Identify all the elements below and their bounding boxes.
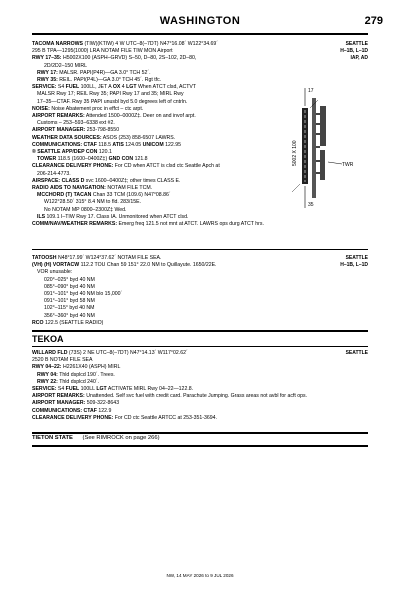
tatoosh-line — [32, 305, 282, 312]
text-run: ILS — [37, 213, 46, 220]
text-run: ® SEATTLE APP/DEP CON — [32, 149, 98, 156]
text-run: 100LL, JET A — [79, 84, 113, 91]
tacoma-line — [32, 55, 282, 62]
tacoma-line — [32, 149, 282, 156]
tatoosh-line — [32, 313, 282, 320]
text-run: UNICOM — [142, 141, 164, 148]
tacoma-line — [32, 70, 282, 77]
text-run: Noise Abatement proc in effct – ctc arpt. — [49, 105, 144, 112]
text-run: NOTAM FILE TCM. — [105, 185, 153, 192]
text-run: MALSR Rwy 17; REIL Rwy 35; PAPI Rwy 17 and 35; MIRL Rwy — [37, 91, 184, 98]
text-run: 206-214-4773. — [37, 170, 71, 177]
text-run: Thld dsplcd 240´. — [57, 378, 99, 385]
text-run: CLEARANCE DELIVERY PHONE: — [32, 163, 114, 170]
text-run: AIRPORT MANAGER: — [32, 400, 86, 407]
tower-label: TWR — [342, 162, 354, 168]
willard-line — [32, 379, 282, 386]
text-run: FUEL — [65, 386, 80, 393]
text-run: N48°17.99´ W124°37.62´ NOTAM FILE SEA. — [56, 255, 162, 261]
tatoosh-line — [32, 291, 282, 298]
willard-fld-entry — [32, 350, 308, 422]
text-run: Customs – 253–593–6338 ext #2. — [37, 120, 115, 127]
text-run: AIRPORT MANAGER: — [32, 127, 86, 134]
tacoma-line — [32, 163, 282, 170]
tatoosh-line — [32, 262, 282, 269]
text-run: TACOMA NARROWS — [32, 41, 84, 47]
willard-line — [32, 386, 282, 393]
tatoosh-line — [32, 298, 282, 305]
city-heading: TEKOA — [32, 334, 64, 344]
text-run: CLEARANCE DELIVERY PHONE: — [32, 414, 114, 421]
tacoma-line — [32, 41, 282, 48]
text-run: 112.2 TOU Chan 59 151° 22.0 NM to Quillayute. 1650/22E. — [79, 262, 217, 269]
tacoma-line — [32, 106, 282, 113]
tacoma-line — [32, 63, 282, 70]
text-run: WILLARD FLD — [32, 350, 68, 356]
text-run: COMMUNICATIONS: CTAF — [32, 141, 97, 148]
text-run: RWY 04: — [37, 371, 58, 378]
text-run: 121.8 — [133, 156, 148, 163]
chart-ref-label: SEATTLE — [345, 41, 368, 47]
tacoma-line — [32, 199, 282, 206]
text-run: RWY 22: — [37, 378, 58, 385]
willard-line — [32, 350, 282, 357]
text-run: 122.9 — [96, 407, 112, 414]
text-run: 509-322-8643 — [85, 400, 120, 407]
willard-line — [32, 400, 282, 407]
text-run: 102°–115° byd 40 NM — [44, 305, 95, 312]
text-run: No NOTAM MP 0800–2300Z‡ Wed. — [44, 206, 127, 213]
tacoma-line — [32, 48, 282, 55]
text-run: AIRSPACE: CLASS D — [32, 177, 85, 184]
tacoma-line — [32, 120, 282, 127]
airport-diagram — [272, 68, 368, 224]
text-run: 020°–025° byd 40 NM — [44, 276, 95, 283]
tacoma-line — [32, 135, 282, 142]
text-run: Chan 33 TCM (109.6) N47°08.86´ — [91, 192, 171, 199]
tatoosh-chart-refs — [340, 255, 368, 269]
tacoma-line — [32, 77, 282, 84]
willard-line — [32, 357, 282, 364]
state-header: WASHINGTON — [159, 15, 241, 27]
text-run: COMM/NAV/WEATHER REMARKS: — [32, 221, 118, 228]
tatoosh-line — [32, 320, 282, 327]
tacoma-line — [32, 207, 282, 214]
text-run: 120.1 — [97, 149, 112, 156]
text-run: ACTIVATE MIRL Rwy 04–22—122.8. — [106, 386, 194, 393]
text-run: OX — [112, 84, 121, 91]
text-run: 2D/2D2–150 MIRL — [44, 62, 87, 69]
text-run: LGT — [96, 386, 107, 393]
text-run: (VH) (H) VORTACW — [32, 262, 80, 269]
tacoma-chart-refs — [340, 41, 368, 62]
tieton-note: (See RIMROCK on page 266) — [82, 435, 160, 441]
chart-ref-label: H–1B, L–1D — [340, 262, 368, 268]
text-run: SERVICE: — [32, 386, 57, 393]
text-run: SERVICE: — [32, 84, 57, 91]
text-run: 124.05 — [123, 141, 143, 148]
tacoma-narrows-entry — [32, 41, 282, 228]
header-rule — [32, 33, 368, 35]
text-run: 091°–101° byd 40 NM blo 15,000´ — [44, 291, 123, 298]
text-run: H5002X100 (ASPH–GRVD) S–50, D–80, 2S–102, 2D–80, — [61, 55, 197, 62]
text-run: For CD when ATCT is clsd ctc Seattle Apch at — [113, 163, 220, 170]
text-run: ATIS — [112, 141, 124, 148]
tacoma-line — [32, 127, 282, 134]
text-run: WEATHER DATA SOURCES: — [32, 134, 102, 141]
tacoma-line — [32, 178, 282, 185]
chart-ref-label: H–1B, L–1D — [340, 48, 368, 54]
text-run: FUEL — [65, 84, 80, 91]
willard-line — [32, 364, 282, 371]
willard-line — [32, 408, 282, 415]
tatoosh-line — [32, 284, 282, 291]
tieton-name: TIETON STATE — [32, 435, 73, 441]
runway-dimension-label: 5002 X 100 — [292, 140, 298, 166]
section-divider — [32, 346, 368, 347]
text-run: LGT — [126, 84, 137, 91]
tatoosh-line — [32, 277, 282, 284]
apron — [320, 106, 326, 146]
text-run: 356°–360° byd 40 NM — [44, 312, 95, 319]
text-run: RCO — [32, 319, 44, 326]
tacoma-line — [32, 185, 282, 192]
text-run: 253-798-8550 — [85, 127, 120, 134]
tacoma-line — [32, 84, 282, 91]
tieton-entry — [32, 435, 282, 442]
text-run: TATOOSH — [32, 255, 57, 261]
text-run: AIRPORT REMARKS: — [32, 393, 85, 400]
tatoosh-line — [32, 255, 282, 262]
tacoma-line — [32, 91, 282, 98]
text-run: VOR unusable: — [37, 269, 73, 276]
text-run: RWY 04–22: — [32, 364, 62, 371]
text-run: 122.5 (SEATTLE RADIO) — [43, 319, 104, 326]
tacoma-line — [32, 142, 282, 149]
text-run: REIL. PAPI(P4L)—GA 3.0° TCH 45´. Rgt tfc. — [57, 77, 162, 84]
text-run: W122°28.50´ 315° 8.4 NM to fld. 283/15E. — [44, 199, 142, 206]
text-run: Thld dsplcd 190´. Trees. — [57, 371, 115, 378]
willard-line — [32, 393, 308, 400]
text-run: 100LL — [79, 386, 97, 393]
section-divider — [32, 330, 368, 332]
tacoma-line — [32, 192, 282, 199]
willard-line — [32, 415, 282, 422]
text-run: 118.5 (1600–0400Z‡) — [56, 156, 109, 163]
text-run: 17–35—CTAF. Rwy 35 PAPI unusbl byd 5.0 degrees left of cntrln. — [37, 98, 188, 105]
text-run: 091°–101° byd 58 NM — [44, 298, 95, 305]
chart-ref-label: SEATTLE — [345, 255, 368, 261]
tacoma-line — [32, 99, 282, 106]
text-run: GND CON — [108, 156, 134, 163]
tatoosh-line — [32, 269, 282, 276]
section-divider — [32, 432, 368, 434]
rwy-17-label: 17 — [308, 88, 314, 94]
text-run: Attended 1500–0000Z‡. Deer on and invof arpt. — [84, 113, 196, 120]
taxiway — [312, 98, 316, 198]
text-run: (73S) 2 NE UTC–8(–7DT) N47°14.13´ W117°02.62´ — [67, 350, 188, 356]
text-run: S4 — [56, 386, 66, 393]
text-run: RWY 17: — [37, 69, 58, 76]
tacoma-line — [32, 113, 282, 120]
text-run: H2261X40 (ASPH) MIRL — [61, 364, 121, 371]
chart-ref-label: SEATTLE — [345, 350, 368, 356]
chart-ref-label: IAP, AD — [350, 55, 368, 61]
text-run: 2520 B NOTAM FILE SEA — [32, 357, 93, 364]
tacoma-line — [32, 171, 282, 178]
text-run: Unattended. Self svc fuel with credit card. Parachute Jumping. Grass areas not avbl for acft ops. — [84, 393, 308, 400]
text-run: 122.95 — [163, 141, 181, 148]
text-run: RADIO AIDS TO NAVIGATION: — [32, 185, 106, 192]
text-run: COMMUNICATIONS: CTAF — [32, 407, 97, 414]
text-run: 085°–090° byd 40 NM — [44, 283, 95, 290]
willard-chart-refs — [346, 350, 368, 357]
text-run: MALSR. PAPI(P4R)—GA 3.0° TCH 52´. — [57, 69, 151, 76]
text-run: TOWER — [37, 156, 57, 163]
text-run: RWY 17–35: — [32, 55, 62, 62]
section-divider — [32, 445, 368, 447]
text-run: When ATCT clsd, ACTVT — [136, 84, 196, 91]
tatoosh-entry — [32, 255, 282, 327]
text-run: 4 — [120, 84, 127, 91]
text-run: AIRPORT REMARKS: — [32, 113, 85, 120]
text-run: MCCHORD (T) TACAN — [37, 192, 92, 199]
text-run: 118.5 — [96, 141, 113, 148]
section-divider — [32, 249, 368, 250]
footer-effective-dates: NW, 14 MAY 2026 to 9 JUL 2026 — [166, 573, 234, 578]
text-run: RWY 35: — [37, 77, 58, 84]
tacoma-line — [32, 156, 282, 163]
willard-line — [32, 372, 282, 379]
text-run: S4 — [56, 84, 66, 91]
text-run: 109.1 I–TIW Rwy 17. Class IA. Unmonitored when ATCT clsd. — [45, 213, 189, 220]
tacoma-line — [32, 221, 282, 228]
text-run: Emerg freq 121.5 not mnt at ATCT. LAWRS ops durg ATCT hrs. — [117, 221, 264, 228]
text-run: (TIW)(KTIW) 4 W UTC–8(–7DT) N47°16.08´ W122°34.69´ — [83, 41, 219, 47]
page-number: 279 — [364, 15, 383, 27]
text-run: svc 1600–0400Z‡; other times CLASS E. — [84, 177, 181, 184]
text-run: 295 B TPA—1295(1000) LRA NOTAM FILE TIW MON Airport — [32, 48, 173, 55]
rwy-35-label: 35 — [308, 202, 314, 208]
text-run: For CD ctc Seattle ARTCC at 253-351-3694. — [113, 414, 217, 421]
text-run: NOISE: — [32, 105, 50, 112]
tacoma-line — [32, 214, 282, 221]
text-run: ASOS (253) 858-6507 LAWRS. — [101, 134, 176, 141]
